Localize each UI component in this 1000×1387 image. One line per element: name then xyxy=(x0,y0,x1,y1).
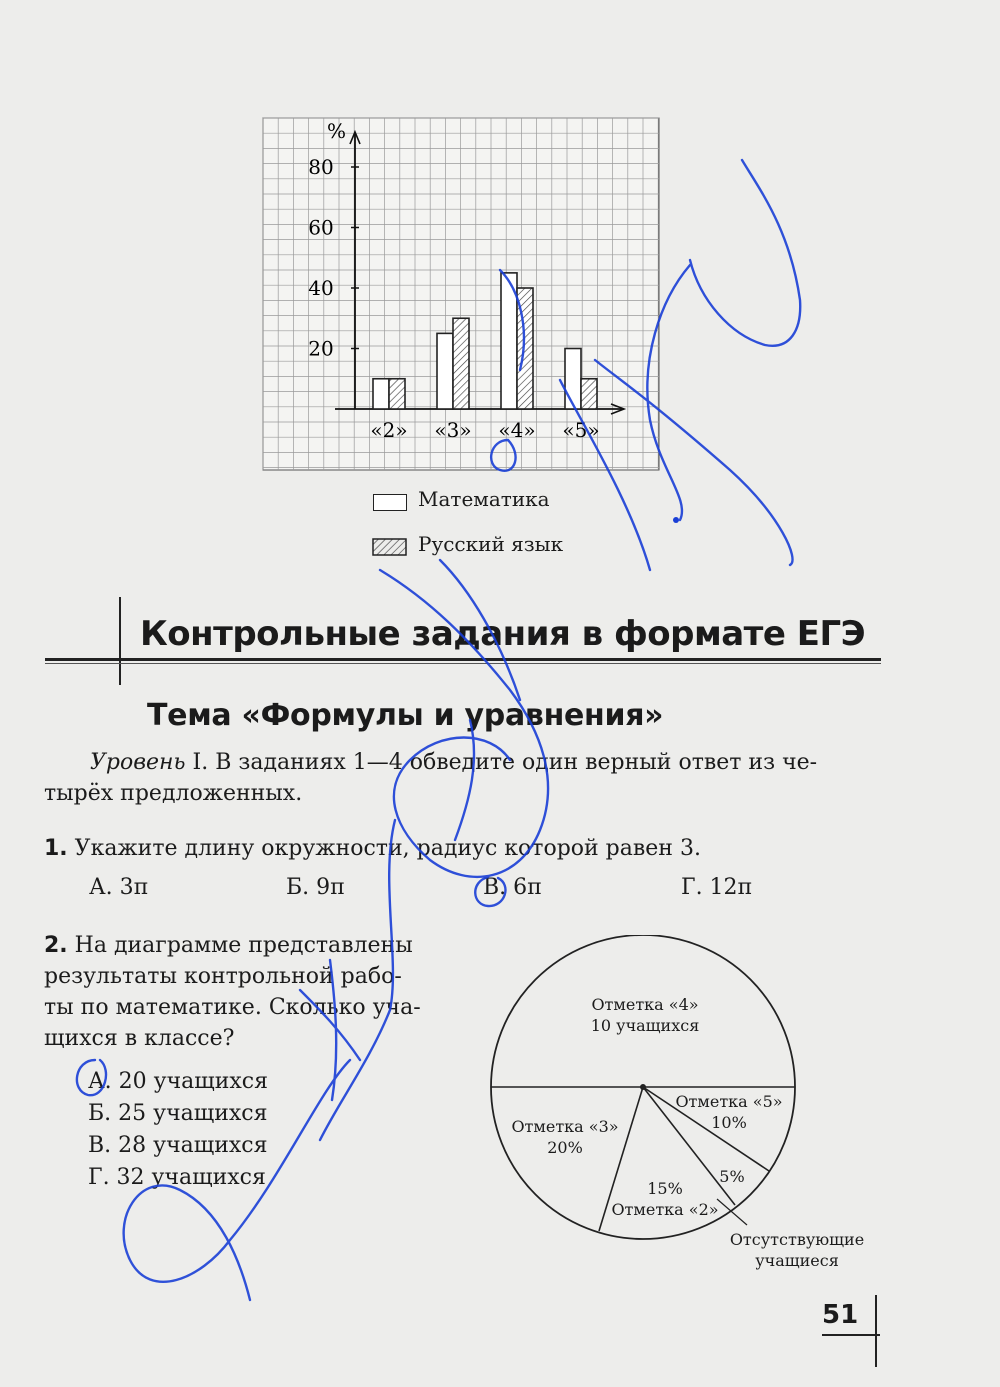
page-number: 51 xyxy=(822,1300,859,1330)
bar-math xyxy=(501,273,517,409)
pie-label-absent-pct: 5% xyxy=(719,1167,745,1186)
q1-option-b[interactable]: Б. 9π xyxy=(286,875,345,900)
section-title: Контрольные задания в формате ЕГЭ xyxy=(140,614,866,654)
x-tick-label: «4» xyxy=(498,418,536,442)
legend-russian-swatch xyxy=(372,538,408,557)
q2-line2: результаты контрольной рабо- xyxy=(44,964,402,989)
pie-center xyxy=(640,1084,646,1090)
pie-label-4: Отметка «4» 10 учащихся xyxy=(590,995,700,1035)
bar-russian xyxy=(453,318,469,409)
q2-line4: щихся в классе? xyxy=(44,1026,235,1051)
q1-option-d[interactable]: Г. 12π xyxy=(681,875,753,900)
x-tick-label: «3» xyxy=(434,418,472,442)
bar-chart xyxy=(255,112,665,482)
q2-options xyxy=(88,1066,268,1194)
page-number-vrule xyxy=(875,1295,877,1367)
level-instruction xyxy=(90,748,890,778)
q1-option-c[interactable]: В. 6π xyxy=(483,875,542,900)
y-tick-label: 80 xyxy=(308,155,334,179)
section-underline-thin xyxy=(45,663,881,664)
q2-option-d[interactable]: Г. 32 учащихся xyxy=(88,1165,266,1190)
bar-math xyxy=(373,379,389,409)
pie-label-2: 15% Отметка «2» xyxy=(611,1179,719,1219)
pie-label-3: Отметка «3» 20% xyxy=(511,1117,619,1157)
bar-math xyxy=(565,349,581,410)
question-1 xyxy=(44,834,701,864)
section-underline xyxy=(45,658,881,661)
pie-label-5: Отметка «5» 10% xyxy=(675,1092,783,1132)
q1-option-a[interactable]: А. 3π xyxy=(89,875,149,900)
page-number-hrule xyxy=(822,1334,880,1336)
y-tick-label: 40 xyxy=(308,276,334,300)
level-line1: I. В заданиях 1—4 обведите один верный ответ из че- xyxy=(185,750,818,775)
bar-russian xyxy=(389,379,405,409)
level-line2: тырёх предложенных. xyxy=(44,781,303,806)
y-axis-label: % xyxy=(327,119,347,143)
legend-math-label: Математика xyxy=(418,487,550,511)
level-italic: Уровень xyxy=(90,750,186,775)
question-2 xyxy=(44,930,464,1054)
q2-line1: На диаграмме представлены xyxy=(74,933,413,958)
x-tick-label: «5» xyxy=(562,418,600,442)
q2-option-b[interactable]: Б. 25 учащихся xyxy=(88,1101,268,1126)
bar-russian xyxy=(517,288,533,409)
pen-stroke-cross xyxy=(455,720,474,840)
pie-label-absent: Отсутствующие учащиеся xyxy=(729,1230,865,1270)
q1-text: Укажите длину окружности, радиус которой равен 3. xyxy=(74,836,701,861)
y-tick-label: 60 xyxy=(308,215,334,240)
q2-number: 2. xyxy=(44,933,68,958)
bar-russian xyxy=(581,379,597,409)
q2-line3: ты по математике. Сколько уча- xyxy=(44,995,421,1020)
topic-title: Тема «Формулы и уравнения» xyxy=(147,698,664,733)
legend-math-swatch xyxy=(373,494,407,511)
y-tick-label: 20 xyxy=(308,336,334,361)
q1-number: 1. xyxy=(44,836,68,861)
q2-option-c[interactable]: В. 28 учащихся xyxy=(88,1133,268,1158)
legend-russian-label: Русский язык xyxy=(418,532,564,556)
bar-math xyxy=(437,333,453,409)
pen-stroke-checkmark xyxy=(690,160,800,346)
x-tick-label: «2» xyxy=(370,418,408,442)
pen-dot xyxy=(673,517,679,523)
section-vertical-rule xyxy=(119,597,121,685)
q2-option-a[interactable]: А. 20 учащихся xyxy=(88,1069,268,1094)
